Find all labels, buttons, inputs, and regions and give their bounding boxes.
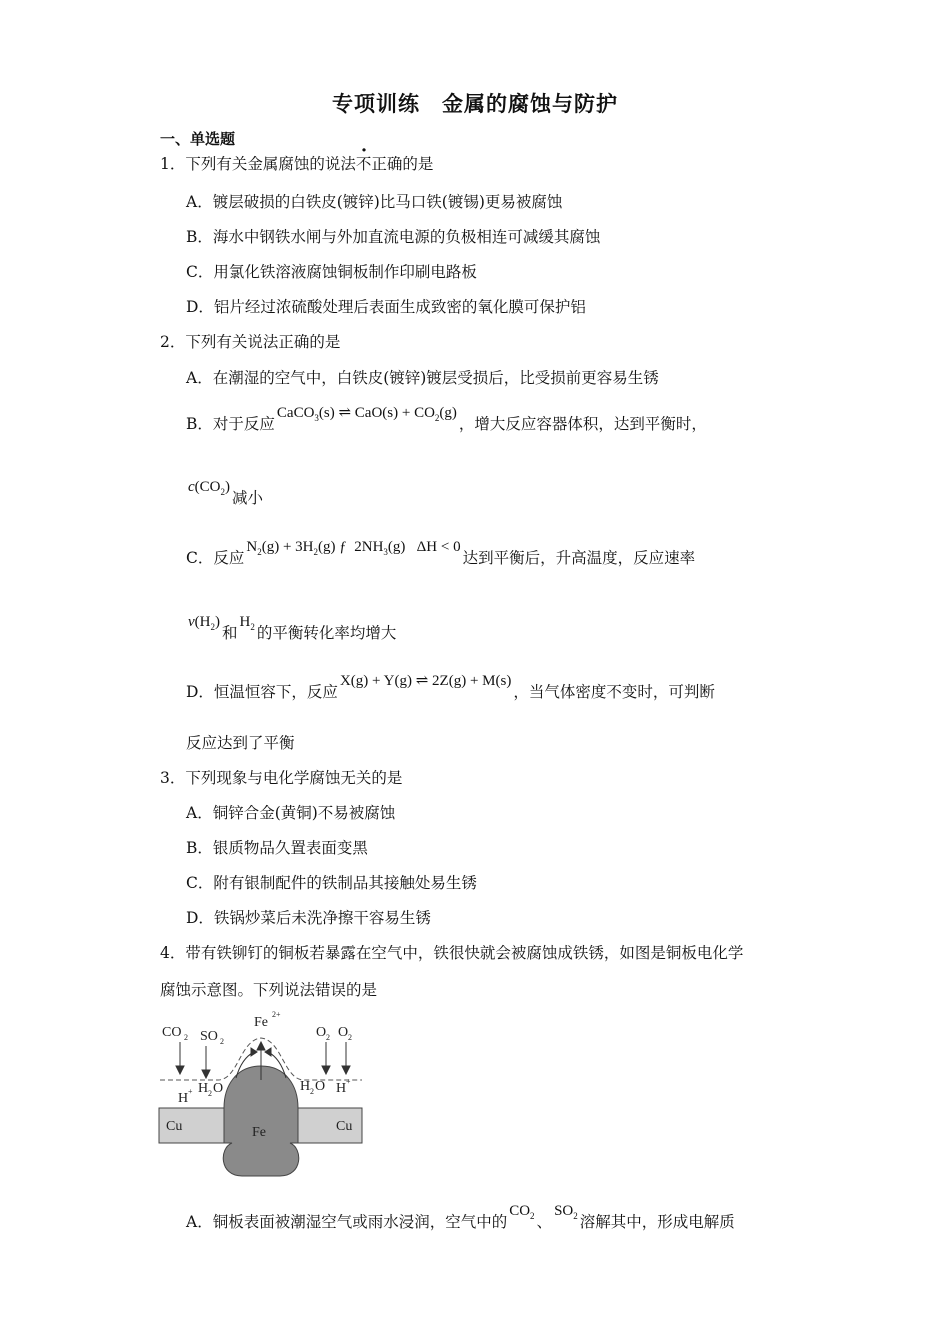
label-so2: SO bbox=[200, 1029, 218, 1044]
svg-text:+: + bbox=[188, 1087, 193, 1096]
label-proton-right: H bbox=[336, 1081, 347, 1096]
question-3-option-b: B．银质物品久置表面变黑 bbox=[186, 839, 368, 857]
svg-text:2: 2 bbox=[184, 1033, 188, 1042]
label-o2-1: O bbox=[316, 1025, 327, 1040]
equation-ammonia: $N_2(g) + 3H_2(g)$ ƒ $2NH_3(g) \Delta H < 0$ bbox=[246, 539, 461, 557]
equation-caco3: CaCO$_3$(s) ⇌ $CaO(s) + CO_2(g)$ bbox=[276, 405, 457, 423]
label-cu-right: Cu bbox=[336, 1119, 353, 1134]
question-2-stem: 2．下列有关说法正确的是 bbox=[160, 333, 341, 351]
question-3-stem: 3．下列现象与电化学腐蚀无关的是 bbox=[160, 769, 403, 787]
section-heading: 一、单选题 bbox=[160, 130, 236, 148]
svg-text:2+: 2+ bbox=[272, 1010, 281, 1019]
question-2-option-c-continued: $v(H_2)$和$H_2$ 的平衡转化率均增大 bbox=[188, 614, 397, 642]
equation-xyzm: X(g) + Y(g) ⇌ 2Z(g) + M(s) bbox=[339, 673, 512, 689]
label-cu-left: Cu bbox=[166, 1119, 183, 1134]
svg-text:2: 2 bbox=[348, 1033, 352, 1042]
svg-text:2: 2 bbox=[326, 1033, 330, 1042]
label-fe-ion: Fe bbox=[254, 1015, 268, 1030]
fe-rivet bbox=[223, 1066, 299, 1176]
question-4-stem-line-2: 腐蚀示意图。下列说法错误的是 bbox=[160, 981, 378, 999]
question-2-option-b-continued: $c(CO_2)$减小 bbox=[188, 479, 264, 507]
question-2-option-d-continued: 反应达到了平衡 bbox=[186, 734, 295, 752]
question-1-option-a: A．镀层破损的白铁皮(镀锌)比马口铁(镀锡)更易被腐蚀 bbox=[186, 193, 563, 211]
label-h2o-left: H bbox=[198, 1081, 209, 1096]
question-3-option-d: D．铁锅炒菜后未洗净擦干容易生锈 bbox=[186, 909, 431, 927]
label-co2: CO bbox=[162, 1025, 182, 1040]
question-2-option-b: B．对于反应CaCO$_3$(s) ⇌ $CaO(s) + CO_2(g)$，增大反应容器体积，达到平衡时， bbox=[186, 405, 707, 433]
question-1-stem: 1．下列有关金属腐蚀的说法不正确的是 bbox=[160, 155, 434, 173]
page-title: 专项训练 金属的腐蚀与防护 bbox=[332, 91, 618, 116]
question-2-option-a: A．在潮湿的空气中，白铁皮(镀锌)镀层受损后，比受损前更容易生锈 bbox=[186, 369, 659, 387]
svg-text:O: O bbox=[315, 1079, 326, 1094]
question-1-option-b: B．海水中钢铁水闸与外加直流电源的负极相连可减缓其腐蚀 bbox=[186, 228, 601, 246]
label-h2o-right: H bbox=[300, 1079, 311, 1094]
label-fe-rivet: Fe bbox=[252, 1125, 266, 1140]
question-2-option-d: D．恒温恒容下，反应X(g) + Y(g) ⇌ 2Z(g) + M(s)，当气体密度不变时，可判断 bbox=[186, 673, 715, 701]
svg-text:2: 2 bbox=[310, 1087, 314, 1096]
svg-text:O: O bbox=[213, 1081, 224, 1096]
svg-text:2: 2 bbox=[220, 1037, 224, 1046]
emphasis-dot-char: 不 bbox=[355, 155, 372, 173]
question-1-option-d: D．铝片经过浓硫酸处理后表面生成致密的氧化膜可保护铝 bbox=[186, 298, 586, 316]
question-2-option-c: C．反应$N_2(g) + 3H_2(g)$ ƒ $2NH_3(g) \Delta H < 0$达到平衡后，升高温度，反应速率 bbox=[186, 539, 696, 567]
corrosion-diagram bbox=[158, 1008, 364, 1180]
label-o2-2: O bbox=[338, 1025, 349, 1040]
svg-text:+: + bbox=[346, 1077, 351, 1086]
svg-text:2: 2 bbox=[208, 1089, 212, 1098]
question-1-option-c: C．用氯化铁溶液腐蚀铜板制作印刷电路板 bbox=[186, 263, 477, 281]
question-4-option-a: A．铜板表面被潮湿空气或雨水浸润，空气中的$CO_2$ 、$SO_2$ 溶解其中，形成电解质 bbox=[186, 1203, 735, 1231]
question-3-option-c: C．附有银制配件的铁制品其接触处易生锈 bbox=[186, 874, 477, 892]
label-proton-left: H bbox=[178, 1091, 189, 1106]
question-4-stem-line-1: 4．带有铁铆钉的铜板若暴露在空气中，铁很快就会被腐蚀成铁锈，如图是铜板电化学 bbox=[160, 944, 744, 962]
question-3-option-a: A．铜锌合金(黄铜)不易被腐蚀 bbox=[186, 804, 396, 822]
